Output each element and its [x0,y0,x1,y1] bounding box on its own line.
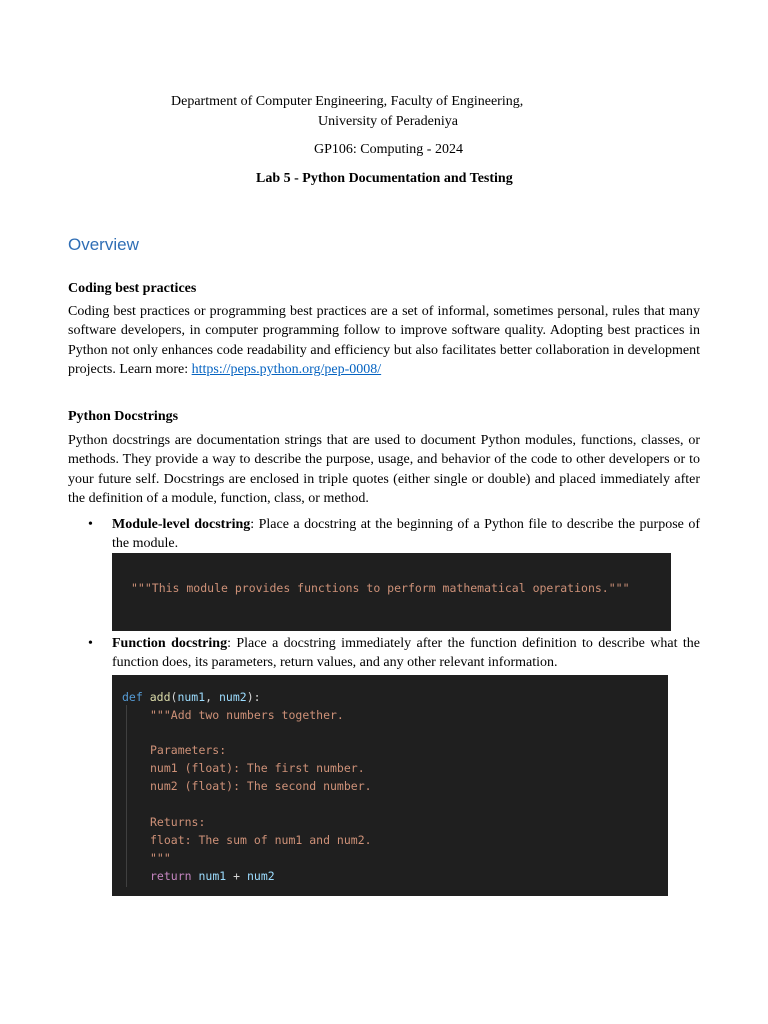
code-line-docstring: num1 (float): The first number. [150,761,365,775]
code-line-docstring: """ [150,851,171,865]
function-name: add [149,690,171,704]
bullet-description: : Place a docstring immediately after the function definition to describe what the function does, its parameters, return values, and any other relevant information. [112,636,700,671]
bullet-function-docstring [112,634,700,673]
return-operand: num2 [246,869,275,883]
code-line-docstring: Returns: [150,815,206,829]
lab-title: Lab 5 - Python Documentation and Testing [256,171,513,186]
university-line: University of Peradeniya [318,114,458,129]
punctuation: , [205,690,219,704]
punctuation: ( [170,690,178,704]
param-num1: num1 [177,690,206,704]
pep8-link[interactable]: https://peps.python.org/pep-0008/ [191,361,382,377]
bullet-module-docstring [112,515,700,554]
bullet-marker: • [88,517,93,532]
code-line-return [150,867,275,885]
param-num2: num2 [219,690,247,704]
operator: + [226,869,247,883]
code-block-function-docstring [112,675,668,896]
code-line-docstring: """Add two numbers together. [150,708,344,722]
indent-guide [126,705,127,887]
coding-best-practices-text: Coding best practices or programming best practices are a set of informal, sometimes personal, rules that many software developers, in computer programming follow to improve software quality. Adopting best practices in Python not only enhances code readability and efficiency but also facilitates better collaboration in development projects. Learn more: [68,304,700,377]
coding-best-practices-title: Coding best practices [68,281,197,296]
keyword-return: return [150,869,192,883]
keyword-def: def [122,690,143,704]
code-block-module-docstring [112,553,671,631]
code-line: """This module provides functions to perform mathematical operations.""" [131,581,630,595]
course-line: GP106: Computing - 2024 [314,142,463,157]
coding-best-practices-paragraph [68,302,700,379]
code-line-def [122,688,261,706]
python-docstrings-title: Python Docstrings [68,409,179,424]
return-operand: num1 [198,869,227,883]
code-line-docstring: Parameters: [150,743,227,757]
bullet-term: Function docstring [112,636,228,651]
bullet-description: : Place a docstring at the beginning of a Python file to describe the purpose of the module. [112,517,700,552]
bullet-marker: • [88,636,93,651]
department-line: Department of Computer Engineering, Faculty of Engineering, [171,94,524,109]
code-line-docstring: float: The sum of num1 and num2. [150,833,372,847]
overview-heading: Overview [68,235,139,254]
python-docstrings-paragraph: Python docstrings are documentation strings that are used to document Python modules, functions, classes, or methods. They provide a way to describe the purpose, usage, and behavior of the code to other developers or to your future self. Docstrings are enclosed in triple quotes (either single or double) and placed immediately after the definition of a module, function, class, or method. [68,433,700,506]
code-line-docstring: num2 (float): The second number. [150,779,372,793]
punctuation: ): [246,690,261,704]
bullet-term: Module-level docstring [112,517,251,532]
